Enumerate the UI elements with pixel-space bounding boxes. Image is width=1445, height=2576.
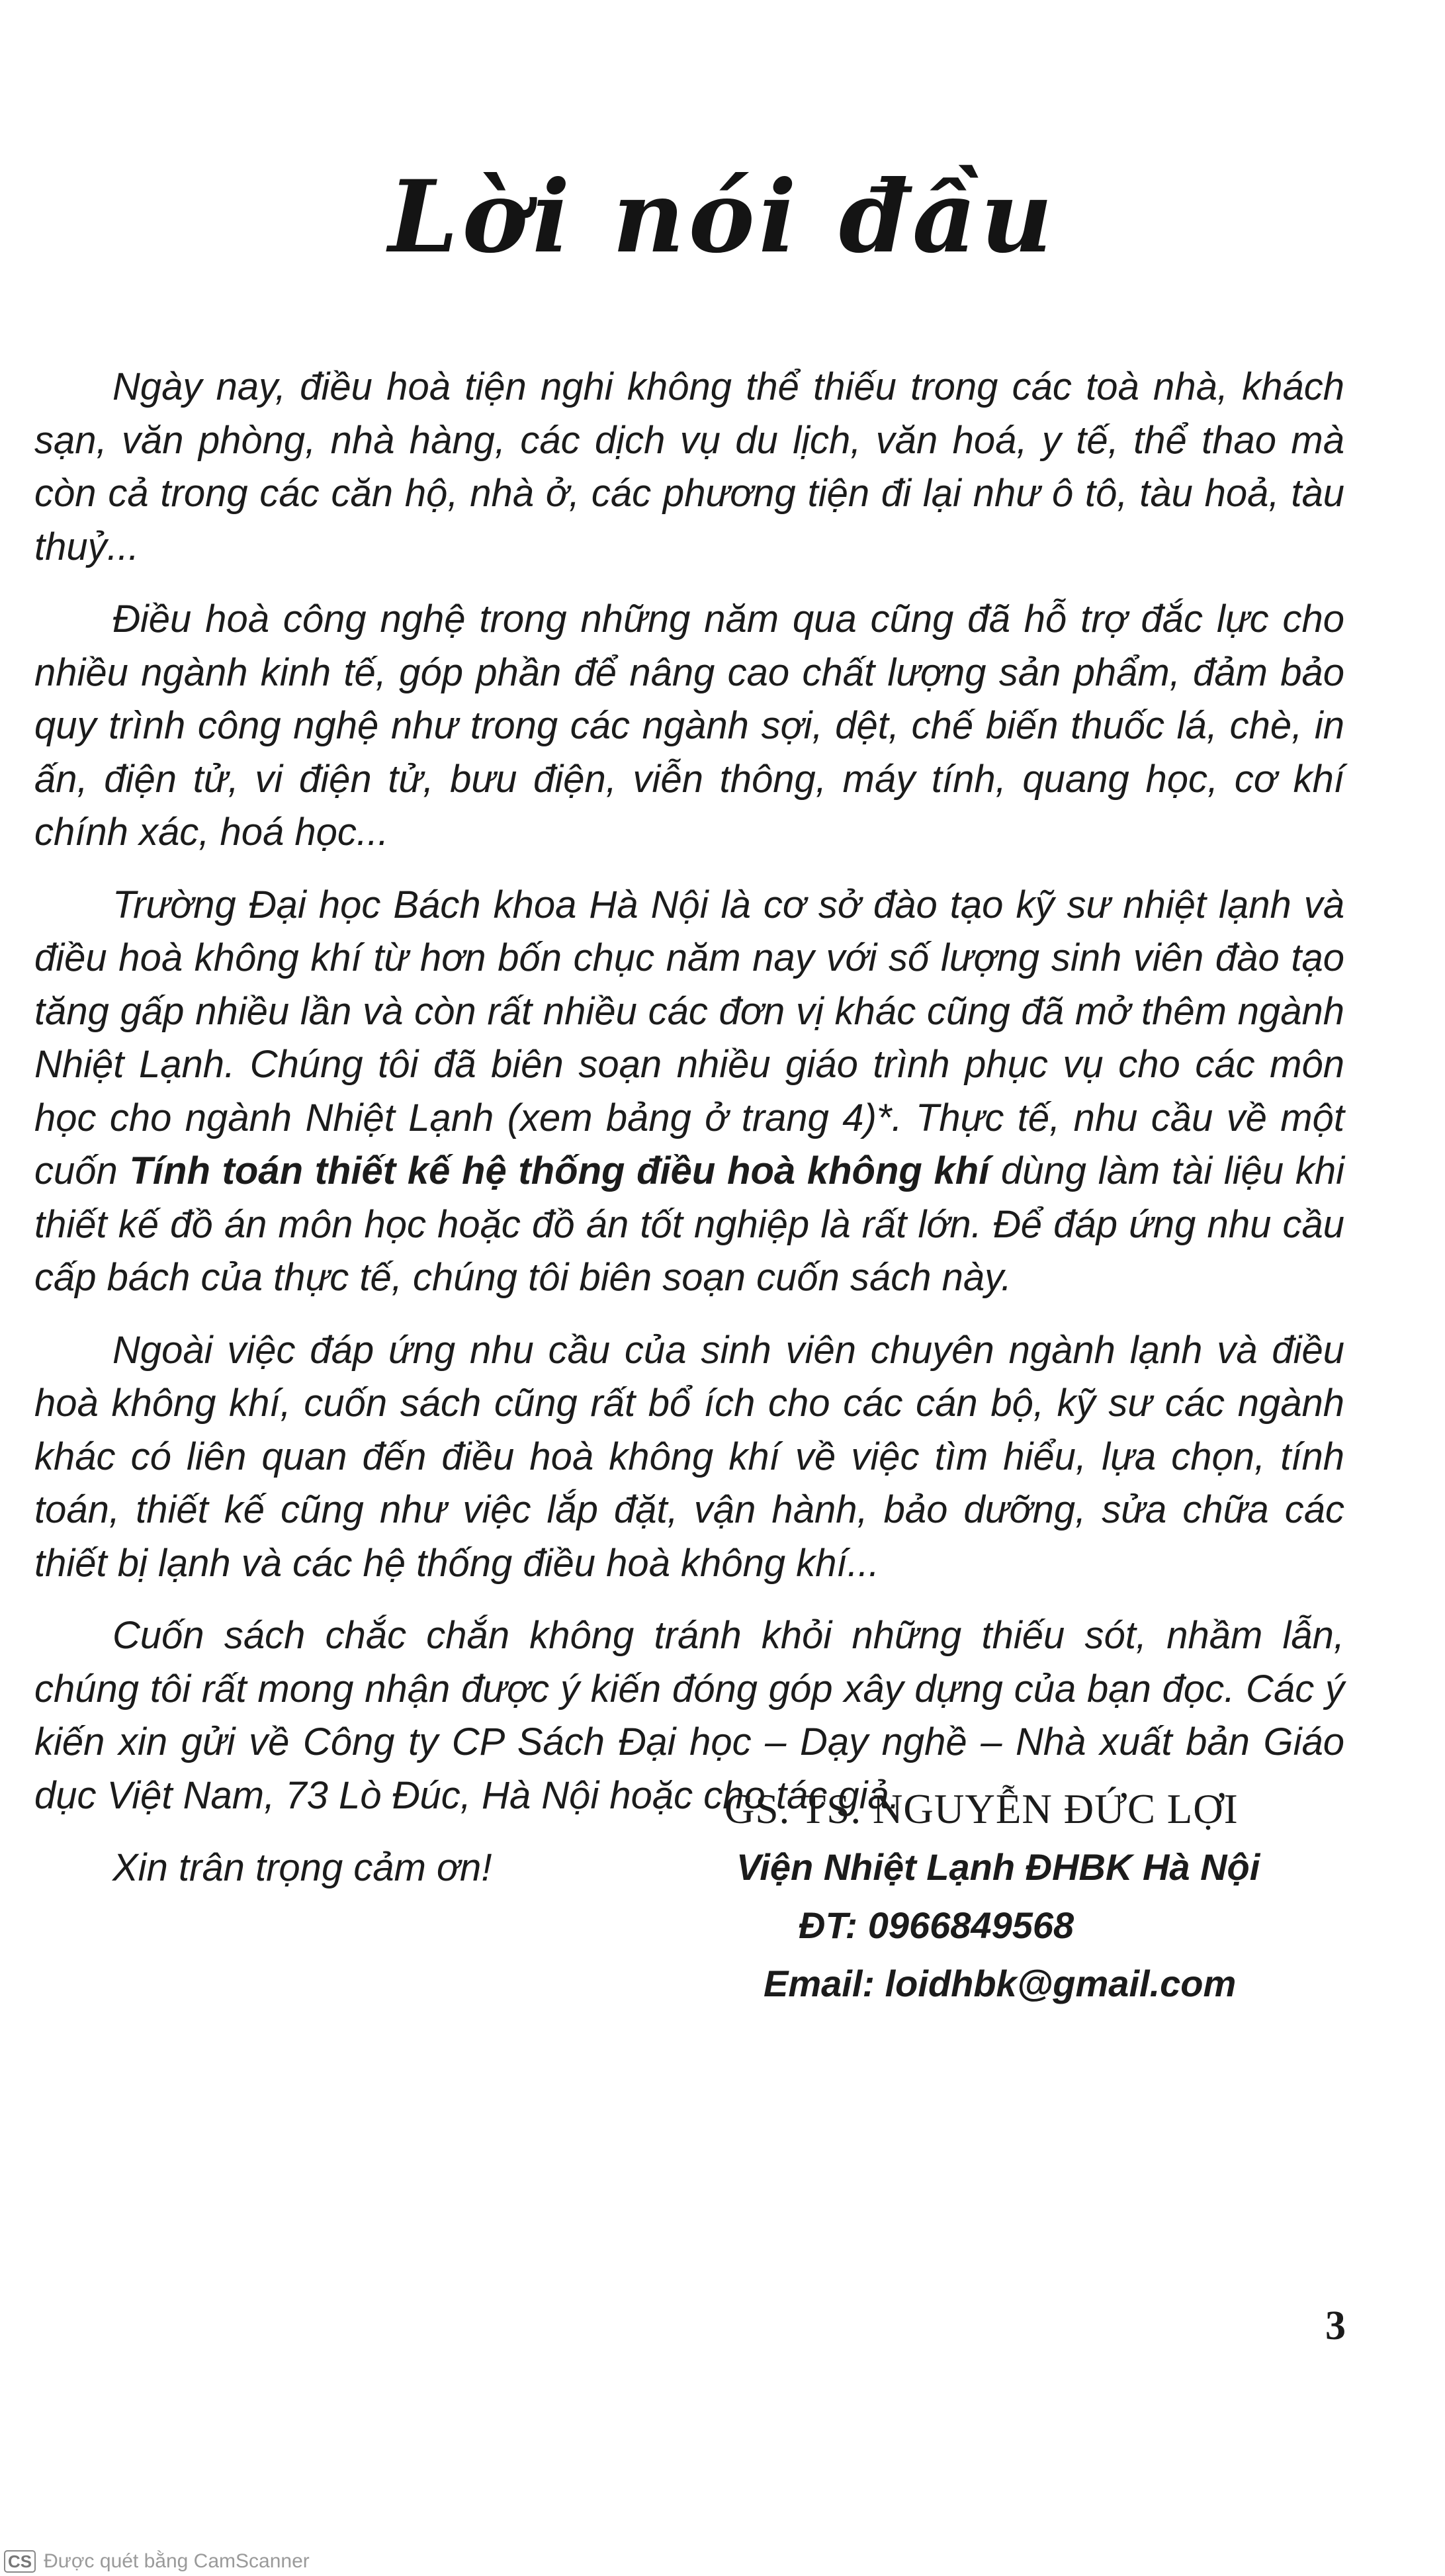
author-institute: Viện Nhiệt Lạnh ĐHBK Hà Nội — [736, 1846, 1260, 1888]
paragraph-2: Điều hoà công nghệ trong những năm qua cũng đã hỗ trợ đắc lực cho nhiều ngành kinh tế, góp phần để nâng cao chất lượng sản phẩm, đảm bảo quy trình công nghệ như trong các ngành sợi, dệt, chế biến thuốc lá, chè, in ấn, điện tử, vi điện tử, bưu điện, viễn thông, máy tính, quang học, cơ khí chính xác, hoá học... — [34, 598, 1344, 854]
author-email: Email: loidhbk@gmail.com — [764, 1963, 1237, 2004]
page-title: Lời nói đầu — [388, 159, 1057, 275]
author-signature — [724, 1780, 1386, 2013]
paragraph-1: Ngày nay, điều hoà tiện nghi không thể thiếu trong các toà nhà, khách sạn, văn phòng, nhà hàng, các dịch vụ du lịch, văn hoá, y tế, thể thao mà còn cả trong các căn hộ, nhà ở, các phương tiện đi lại như ô tô, tàu hoả, tàu thuỷ... — [34, 365, 1344, 568]
scanner-watermark — [0, 2546, 310, 2576]
paragraph-4: Ngoài việc đáp ứng nhu cầu của sinh viên chuyên ngành lạnh và điều hoà không khí, cuốn sách cũng rất bổ ích cho các cán bộ, kỹ sư các ngành khác có liên quan đến điều hoà không khí về việc tìm hiểu, lựa chọn, tính toán, thiết kế cũng như việc lắp đặt, vận hành, bảo dưỡng, sửa chữa các thiết bị lạnh và các hệ thống điều hoà không khí... — [34, 1328, 1344, 1585]
paragraph-3-text-after: dùng làm tài liệu khi thiết kế đồ án môn học hoặc đồ án tốt nghiệp là rất lớn. Để đáp ứng nhu cầu cấp bách của thực tế, chúng tôi biên soạn cuốn sách này. — [34, 1149, 1344, 1299]
scanner-text: Được quét bằng CamScanner — [44, 2550, 310, 2572]
camscanner-logo-icon: CS — [4, 2550, 36, 2573]
paragraph-5: Cuốn sách chắc chắn không tránh khỏi những thiếu sót, nhầm lẫn, chúng tôi rất mong nhận được ý kiến đóng góp xây dựng của bạn đọc. Các ý kiến xin gửi về Công ty CP Sách Đại học – Dạy nghề – Nhà xuất bản Giáo dục Việt Nam, 73 Lò Đúc, Hà Nội hoặc cho tác giả. — [34, 1614, 1344, 1817]
page-number: 3 — [1325, 2303, 1346, 2348]
closing-thanks: Xin trân trọng cảm ơn! — [112, 1846, 492, 1889]
author-name: GS. TS. NGUYỄN ĐỨC LỢI — [724, 1786, 1239, 1832]
author-phone: ĐT: 0966849568 — [799, 1904, 1074, 1946]
paragraph-3 — [34, 879, 1344, 1305]
paragraph-3-text-before: Trường Đại học Bách khoa Hà Nội là cơ sở đào tạo kỹ sư nhiệt lạnh và điều hoà không khí từ hơn bốn chục năm nay với số lượng sinh viên đào tạo tăng gấp nhiều lần và còn rất nhiều các đơn vị khác cũng đã mở thêm ngành Nhiệt Lạnh. Chúng tôi đã biên soạn nhiều giáo trình phục vụ cho các môn học cho ngành Nhiệt Lạnh (xem bảng ở trang 4)*. Thực tế, nhu cầu về một cuốn — [34, 883, 1344, 1192]
preface-body — [34, 361, 1344, 1914]
book-title-emphasis: Tính toán thiết kế hệ thống điều hoà không khí — [129, 1149, 990, 1192]
